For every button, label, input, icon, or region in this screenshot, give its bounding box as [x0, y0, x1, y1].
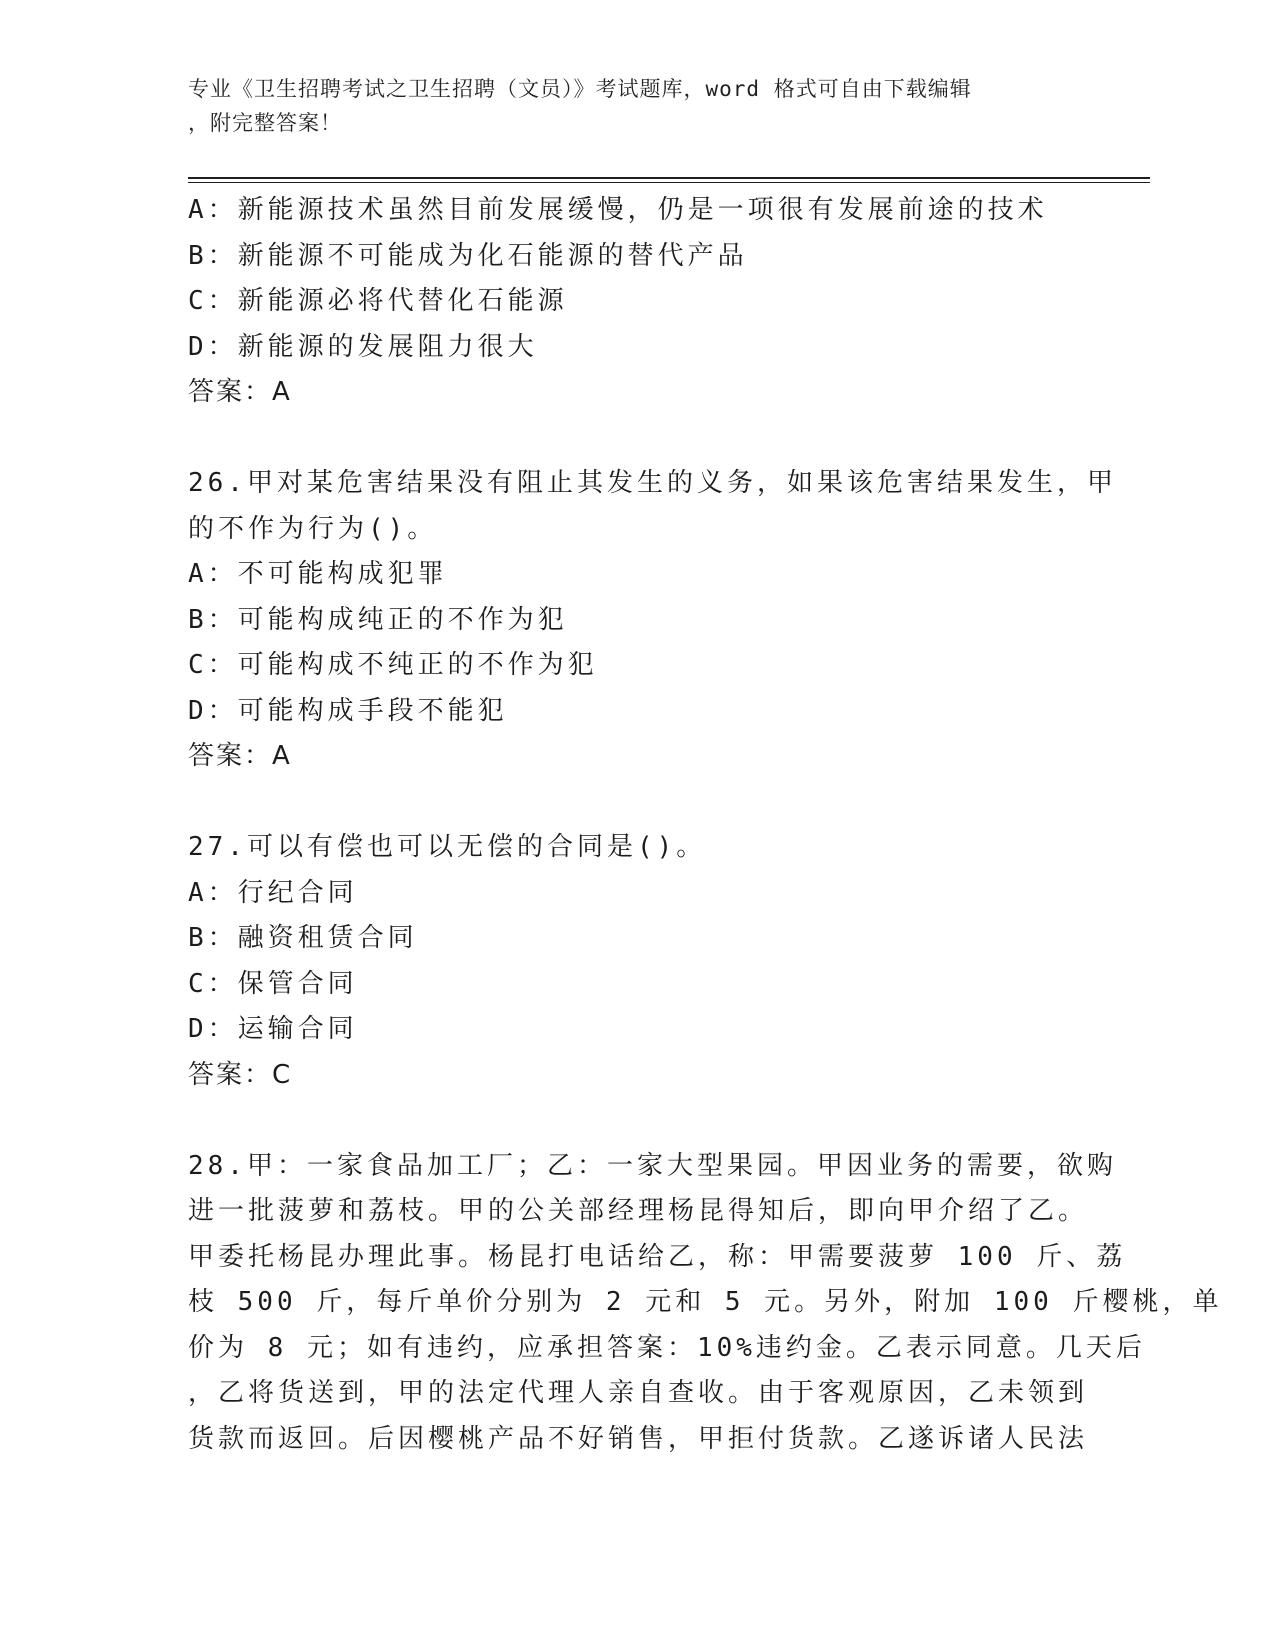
question-text-line: 枝 500 斤，每斤单价分别为 2 元和 5 元。另外，附加 100 斤樱桃，单 [188, 1287, 1223, 1317]
option-c: C：新能源必将代替化石能源 [188, 286, 568, 316]
question-text-line: 28.甲：一家食品加工厂；乙：一家大型果园。甲因业务的需要，欲购 [188, 1150, 1117, 1181]
spacer [188, 780, 1068, 826]
option-b: B：新能源不可能成为化石能源的替代产品 [188, 240, 748, 271]
question-26 [188, 461, 1117, 780]
document-header [188, 72, 1068, 140]
question-27 [188, 825, 1068, 1098]
question-text-line: ，乙将货送到，甲的法定代理人亲自查收。由于客观原因，乙未领到 [188, 1378, 1089, 1408]
answer-line: 答案：C [188, 1059, 293, 1090]
option-a: A：不可能构成犯罪 [188, 559, 448, 589]
option-d: D：可能构成手段不能犯 [188, 695, 508, 726]
header-title-line-2: ，附完整答案！ [188, 111, 342, 135]
option-d: D：运输合同 [188, 1014, 358, 1044]
header-divider-thin [188, 182, 1150, 183]
header-title-line-1: 专业《卫生招聘考试之卫生招聘（文员）》考试题库，word 格式可自由下载编辑 [188, 77, 972, 101]
header-divider-thick [188, 177, 1150, 179]
question-25 [188, 188, 1068, 416]
spacer [188, 416, 1068, 462]
option-d: D：新能源的发展阻力很大 [188, 331, 538, 362]
question-text-line: 26.甲对某危害结果没有阻止其发生的义务，如果该危害结果发生，甲 [188, 468, 1117, 498]
question-text-line: 的不作为行为()。 [188, 513, 438, 544]
question-28 [188, 1144, 1223, 1463]
option-b: B：可能构成纯正的不作为犯 [188, 604, 568, 635]
option-b: B：融资租赁合同 [188, 923, 418, 953]
question-text-line: 27.可以有偿也可以无偿的合同是()。 [188, 832, 707, 862]
question-text-line: 货款而返回。后因樱桃产品不好销售，甲拒付货款。乙遂诉诸人民法 [188, 1423, 1089, 1454]
option-a: A：新能源技术虽然目前发展缓慢，仍是一项很有发展前途的技术 [188, 195, 1048, 225]
question-content [188, 188, 1223, 1462]
answer-line: 答案：A [188, 377, 292, 407]
option-c: C：可能构成不纯正的不作为犯 [188, 650, 598, 680]
question-text-line: 甲委托杨昆办理此事。杨昆打电话给乙，称：甲需要菠萝 100 斤、荔 [188, 1241, 1127, 1272]
question-text-line: 价为 8 元；如有违约，应承担答案：10%违约金。乙表示同意。几天后 [188, 1332, 1146, 1363]
option-a: A：行纪合同 [188, 877, 358, 908]
answer-line: 答案：A [188, 741, 292, 771]
spacer [188, 1098, 1068, 1144]
option-c: C：保管合同 [188, 968, 358, 999]
question-text-line: 进一批菠萝和荔枝。甲的公关部经理杨昆得知后，即向甲介绍了乙。 [188, 1196, 1089, 1226]
